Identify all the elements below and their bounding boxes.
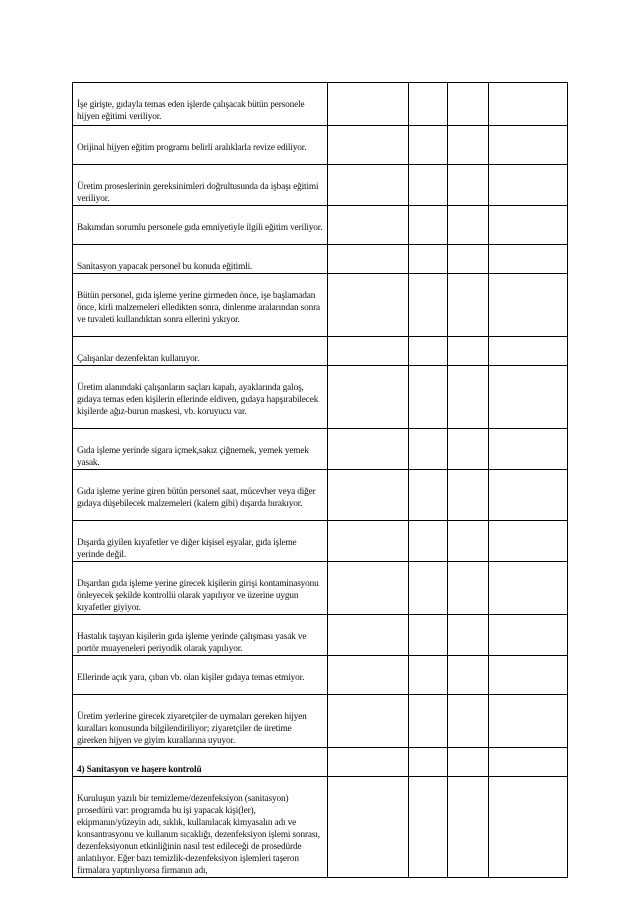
answer-cell-3 [448, 274, 489, 337]
answer-cell-3 [448, 695, 489, 748]
question-text: Üretim proseslerinin gereksinimleri doğrultusunda da işbaşı eğitimi veriliyor. [77, 182, 319, 204]
answer-cell-4 [489, 695, 568, 748]
answer-cell-4 [489, 126, 568, 165]
question-cell [73, 777, 328, 878]
answer-cell-1 [328, 83, 409, 126]
question-cell [73, 337, 328, 366]
checklist-row [73, 521, 568, 562]
question-text: Sanitasyon yapacak personel bu konuda eğitimli. [77, 262, 253, 272]
answer-cell-2 [409, 83, 448, 126]
question-text: Ellerinde açık yara, çıban vb. olan kişiler gıdaya temas etmiyor. [77, 673, 305, 683]
answer-cell-4 [489, 206, 568, 245]
question-text: İşe girişte, gıdayla temas eden işlerde çalışacak bütün personele hijyen eğitimi veriliyor. [77, 100, 305, 122]
answer-cell-1 [328, 429, 409, 470]
question-text: Dışardan gıda işleme yerine girecek kişilerin girişi kontaminasyonu önleyecek şekilde kontrollü olarak yapılıyor ve üzerine uygun kıyafetler giyiyor. [77, 579, 319, 613]
answer-cell-2 [409, 126, 448, 165]
question-cell [73, 695, 328, 748]
section-heading-cell [73, 748, 328, 777]
answer-cell-4 [489, 562, 568, 615]
answer-cell-1 [328, 470, 409, 521]
answer-cell-4 [489, 470, 568, 521]
question-cell [73, 274, 328, 337]
question-text: Bakımdan sorumlu personele gıda emniyetiyle ilgili eğitim veriliyor. [77, 223, 323, 233]
answer-cell-3 [448, 206, 489, 245]
answer-cell-3 [448, 748, 489, 777]
answer-cell-3 [448, 126, 489, 165]
answer-cell-1 [328, 748, 409, 777]
answer-cell-1 [328, 615, 409, 656]
answer-cell-4 [489, 615, 568, 656]
answer-cell-2 [409, 521, 448, 562]
question-text: Kuruluşun yazılı bir temizleme/dezenfeksiyon (sanitasyon) prosedürü var: programda bu işi yapacak kişi(ler), ekipmanın/yüzeyin adı, sıklık, kullanılacak kimyasalın adı ve konsantrasyonu ve kullanım sıcaklığı, dezenfeksiyon işlemi sonrası, dezenfeksiyonun etkinliğinin nasıl test edileceği de prosedürde anlatılıyor. Eğer bazı temizlik-dezenfeksiyon işlemleri taşeron firmalara yaptırılıyorsa firmanın adı, [77, 794, 320, 876]
answer-cell-4 [489, 521, 568, 562]
answer-cell-1 [328, 521, 409, 562]
question-cell [73, 165, 328, 206]
checklist-row [73, 165, 568, 206]
answer-cell-3 [448, 656, 489, 695]
answer-cell-4 [489, 429, 568, 470]
answer-cell-1 [328, 206, 409, 245]
answer-cell-1 [328, 274, 409, 337]
answer-cell-4 [489, 366, 568, 429]
section-heading: 4) Sanitasyon ve haşere kontrolü [77, 765, 202, 775]
answer-cell-4 [489, 165, 568, 206]
answer-cell-3 [448, 777, 489, 878]
checklist-row [73, 695, 568, 748]
question-cell [73, 562, 328, 615]
question-text: Orijinal hijyen eğitim programı belirli aralıklarla revize ediliyor. [77, 143, 307, 153]
answer-cell-2 [409, 656, 448, 695]
question-text: Bütün personel, gıda işleme yerine girmeden önce, işe başlamadan önce, kirli malzemeleri elledikten sonra, dinlenme aralarından sonra ve tuvaleti kullandıktan sonra ellerini yıkıyor. [77, 291, 321, 325]
answer-cell-2 [409, 165, 448, 206]
answer-cell-1 [328, 695, 409, 748]
question-cell [73, 245, 328, 274]
answer-cell-4 [489, 337, 568, 366]
checklist-row [73, 366, 568, 429]
question-cell [73, 83, 328, 126]
answer-cell-3 [448, 366, 489, 429]
question-cell [73, 366, 328, 429]
answer-cell-2 [409, 337, 448, 366]
answer-cell-1 [328, 126, 409, 165]
checklist-row [73, 429, 568, 470]
answer-cell-4 [489, 748, 568, 777]
checklist-row [73, 470, 568, 521]
question-cell [73, 470, 328, 521]
answer-cell-2 [409, 206, 448, 245]
checklist-row [73, 126, 568, 165]
answer-cell-2 [409, 274, 448, 337]
answer-cell-3 [448, 83, 489, 126]
answer-cell-1 [328, 366, 409, 429]
answer-cell-1 [328, 656, 409, 695]
answer-cell-2 [409, 562, 448, 615]
answer-cell-3 [448, 245, 489, 274]
question-cell [73, 206, 328, 245]
answer-cell-2 [409, 615, 448, 656]
question-cell [73, 615, 328, 656]
answer-cell-4 [489, 777, 568, 878]
answer-cell-4 [489, 83, 568, 126]
checklist-row [73, 206, 568, 245]
checklist-row [73, 777, 568, 878]
checklist-row [73, 337, 568, 366]
answer-cell-1 [328, 562, 409, 615]
answer-cell-3 [448, 429, 489, 470]
question-text: Üretim alanındaki çalışanların saçları kapalı, ayaklarında galoş, gıdaya temas eden kişilerin ellerinde eldiven, gıdaya hapşırabilecek kişilerde ağız-burun maskesi, vb. koruyucu var. [77, 383, 319, 417]
question-cell [73, 126, 328, 165]
answer-cell-3 [448, 615, 489, 656]
answer-cell-3 [448, 562, 489, 615]
checklist-row [73, 83, 568, 126]
answer-cell-1 [328, 245, 409, 274]
checklist-row [73, 245, 568, 274]
question-text: Hastalık taşıyan kişilerin gıda işleme yerinde çalışması yasak ve portör muayeneleri periyodik olarak yapılıyor. [77, 632, 307, 654]
answer-cell-4 [489, 274, 568, 337]
answer-cell-2 [409, 470, 448, 521]
question-text: Üretim yerlerine girecek ziyaretçiler de uymaları gereken hijyen kuralları konusunda bilgilendiriliyor; ziyaretçiler de üretime girerken hijyen ve giyim kurallarına uyuyor. [77, 712, 307, 746]
answer-cell-1 [328, 337, 409, 366]
answer-cell-3 [448, 337, 489, 366]
question-text: Dışarda giyilen kıyafetler ve diğer kişisel eşyalar, gıda işleme yerinde değil. [77, 538, 297, 560]
checklist-row [73, 274, 568, 337]
answer-cell-2 [409, 695, 448, 748]
answer-cell-2 [409, 245, 448, 274]
question-text: Çalışanlar dezenfektan kullanıyor. [77, 354, 200, 364]
checklist-row [73, 615, 568, 656]
answer-cell-2 [409, 748, 448, 777]
answer-cell-2 [409, 429, 448, 470]
answer-cell-3 [448, 521, 489, 562]
answer-cell-3 [448, 470, 489, 521]
checklist-row [73, 656, 568, 695]
answer-cell-1 [328, 165, 409, 206]
checklist-row [73, 562, 568, 615]
question-text: Gıda işleme yerine giren bütün personel saat, mücevher veya diğer gıdaya düşebilecek malzemeleri (kalem gibi) dışarda bırakıyor. [77, 487, 316, 509]
answer-cell-2 [409, 366, 448, 429]
question-text: Gıda işleme yerinde sigara içmek,sakız çiğnemek, yemek yemek yasak. [77, 446, 309, 468]
answer-cell-3 [448, 165, 489, 206]
question-cell [73, 521, 328, 562]
question-cell [73, 429, 328, 470]
answer-cell-2 [409, 777, 448, 878]
checklist-row [73, 748, 568, 777]
question-cell [73, 656, 328, 695]
answer-cell-4 [489, 245, 568, 274]
hygiene-checklist-table [72, 82, 568, 878]
answer-cell-1 [328, 777, 409, 878]
answer-cell-4 [489, 656, 568, 695]
